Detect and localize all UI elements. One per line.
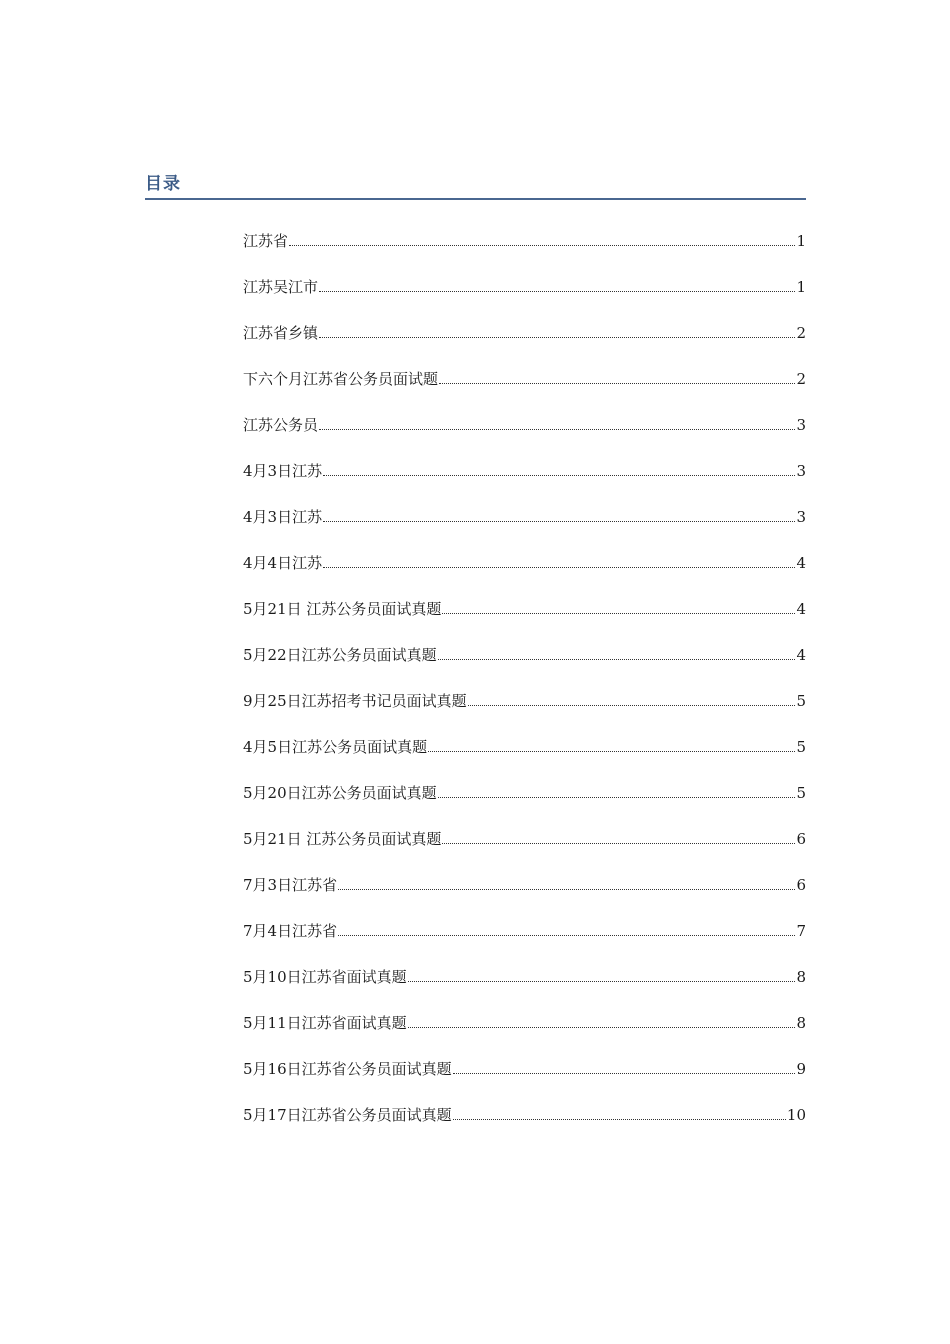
toc-entry-page: 5 [796,692,806,710]
toc-entry-title: 5月20日江苏公务员面试真题 [243,784,437,802]
toc-entry-page: 8 [796,968,806,986]
toc-entry-page: 6 [796,830,806,848]
toc-entry-page: 1 [796,232,806,250]
toc-entry-page: 8 [796,1014,806,1032]
toc-dot-leader [468,704,796,706]
toc-entry-page: 5 [796,784,806,802]
toc-entry-title: 4月3日江苏 [243,508,323,526]
toc-heading [145,172,806,200]
toc-dot-leader [319,336,795,338]
toc-entry[interactable] [243,965,806,987]
toc-dot-leader [442,842,795,844]
toc-entry-title: 5月11日江苏省面试真题 [243,1014,407,1032]
toc-dot-leader [453,1072,796,1074]
toc-dot-leader [319,290,795,292]
toc-entry-page: 2 [796,324,806,342]
toc-entry[interactable] [243,689,806,711]
toc-entry-page: 3 [796,508,806,526]
toc-entry-title: 5月21日 江苏公务员面试真题 [243,600,442,618]
toc-entry-title: 9月25日江苏招考书记员面试真题 [243,692,467,710]
toc-dot-leader [338,888,795,890]
toc-entry[interactable] [243,873,806,895]
toc-entry-page: 9 [796,1060,806,1078]
toc-dot-leader [428,750,795,752]
toc-entry-title: 5月22日江苏公务员面试真题 [243,646,437,664]
toc-entry-page: 4 [796,646,806,664]
toc-dot-leader [323,520,795,522]
toc-dot-leader [438,796,796,798]
toc-entry[interactable] [243,459,806,481]
toc-entry[interactable] [243,1057,806,1079]
toc-entry[interactable] [243,1011,806,1033]
toc-entry-title: 江苏省 [243,232,289,250]
toc-entry[interactable] [243,1103,806,1125]
toc-entry[interactable] [243,597,806,619]
toc-dot-leader [453,1118,786,1120]
toc-entry-page: 1 [796,278,806,296]
toc-list [243,229,806,1125]
toc-dot-leader [323,474,795,476]
toc-entry[interactable] [243,919,806,941]
toc-entry[interactable] [243,643,806,665]
toc-dot-leader [408,1026,796,1028]
toc-entry[interactable] [243,735,806,757]
toc-entry-page: 3 [796,416,806,434]
toc-entry[interactable] [243,321,806,343]
toc-entry-title: 7月3日江苏省 [243,876,338,894]
toc-dot-leader [408,980,796,982]
toc-entry[interactable] [243,551,806,573]
toc-entry[interactable] [243,367,806,389]
toc-dot-leader [319,428,795,430]
toc-dot-leader [442,612,795,614]
toc-entry-page: 3 [796,462,806,480]
toc-dot-leader [338,934,795,936]
toc-entry[interactable] [243,229,806,251]
toc-entry-page: 4 [796,600,806,618]
toc-heading-text: 目录 [145,174,181,194]
toc-entry-page: 2 [796,370,806,388]
toc-dot-leader [289,244,795,246]
toc-entry[interactable] [243,275,806,297]
toc-entry-title: 江苏公务员 [243,416,319,434]
toc-entry-title: 4月5日江苏公务员面试真题 [243,738,428,756]
toc-entry-title: 江苏省乡镇 [243,324,319,342]
toc-entry-title: 5月16日江苏省公务员面试真题 [243,1060,452,1078]
toc-entry[interactable] [243,413,806,435]
toc-entry[interactable] [243,505,806,527]
toc-entry-title: 4月4日江苏 [243,554,323,572]
toc-entry-title: 下六个月江苏省公务员面试题 [243,370,439,388]
toc-entry-title: 5月21日 江苏公务员面试真题 [243,830,442,848]
toc-entry[interactable] [243,781,806,803]
toc-entry-page: 4 [796,554,806,572]
toc-entry-title: 4月3日江苏 [243,462,323,480]
toc-entry[interactable] [243,827,806,849]
toc-dot-leader [323,566,795,568]
toc-entry-page: 6 [796,876,806,894]
toc-dot-leader [438,658,796,660]
toc-entry-page: 5 [796,738,806,756]
toc-dot-leader [439,382,795,384]
toc-entry-page: 10 [786,1106,806,1124]
toc-entry-title: 5月17日江苏省公务员面试真题 [243,1106,452,1124]
toc-entry-page: 7 [796,922,806,940]
toc-entry-title: 江苏吴江市 [243,278,319,296]
toc-entry-title: 7月4日江苏省 [243,922,338,940]
toc-entry-title: 5月10日江苏省面试真题 [243,968,407,986]
